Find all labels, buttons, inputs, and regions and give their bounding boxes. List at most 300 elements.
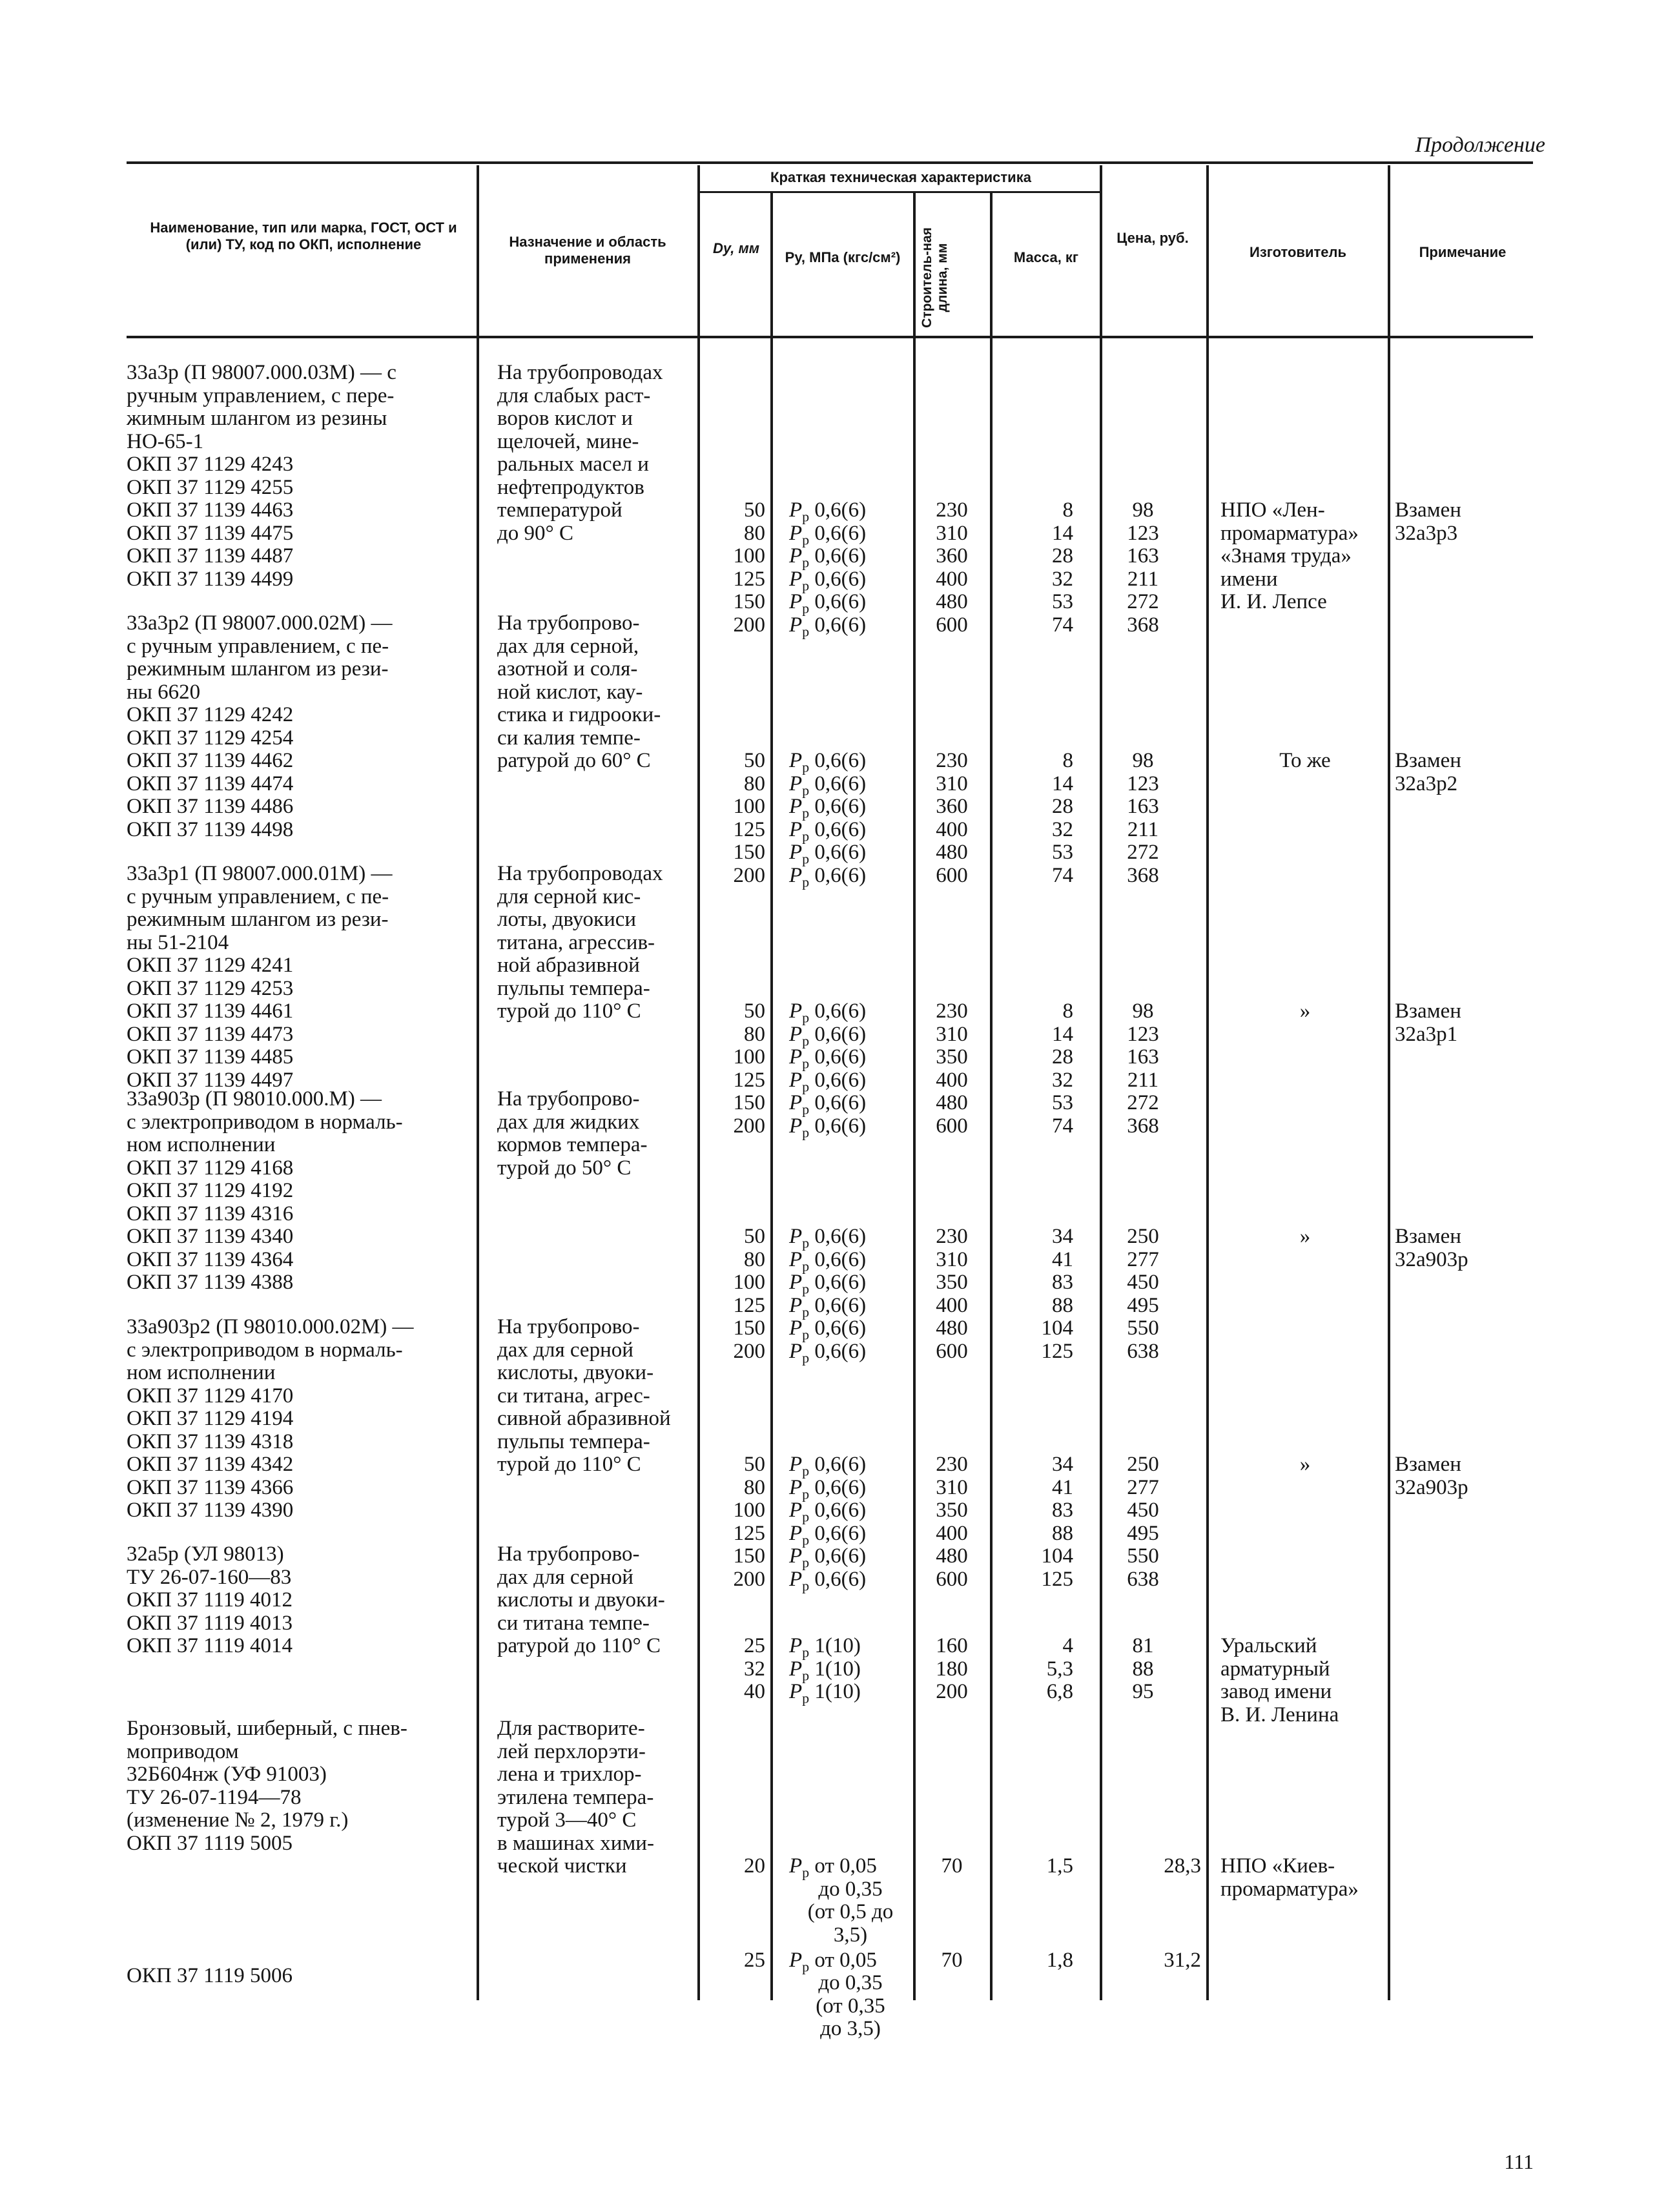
header-py: Pу, МПа (кгс/см²) [785, 249, 901, 265]
length-value: 400 [936, 1293, 968, 1317]
py-value: $P_р$ 0,6(6) [789, 863, 867, 890]
purpose-line: сивной абразивной [497, 1407, 671, 1430]
name-line: ОКП 37 1139 4461 [127, 999, 294, 1023]
length-value: 350 [936, 1045, 968, 1069]
purpose-line: до 90° С [497, 521, 573, 545]
dy-value: 200 [733, 1339, 765, 1363]
py-value: 3,5) [833, 1923, 868, 1947]
py-value: $P_р$ 0,6(6) [789, 521, 867, 548]
price-value: 163 [1127, 795, 1159, 818]
mass-value: 88 [1052, 1293, 1073, 1317]
maker-line: Уральский [1220, 1634, 1317, 1657]
purpose-line: в машинах хими- [497, 1831, 654, 1855]
dy-value: 100 [733, 1271, 765, 1294]
price-value: 250 [1127, 1225, 1159, 1248]
purpose-line: нефтепродуктов [497, 475, 644, 499]
dy-value: 125 [733, 1521, 765, 1545]
purpose-line: азотной и соля- [497, 657, 638, 681]
name-line: ОКП 37 1139 4366 [127, 1475, 294, 1499]
col-divider-5 [990, 191, 993, 2000]
length-value: 310 [936, 1475, 968, 1499]
purpose-line: ральных масел и [497, 453, 649, 476]
mass-value: 14 [1052, 521, 1073, 545]
purpose-line: турой до 110° С [497, 999, 641, 1023]
py-value: $P_р$ 0,6(6) [789, 1045, 867, 1072]
purpose-line: кислоты, двуоки- [497, 1361, 654, 1384]
maker-line: И. И. Лепсе [1220, 590, 1327, 613]
mass-value: 74 [1052, 863, 1073, 887]
name-line: режимным шлангом из рези- [127, 657, 389, 681]
price-value: 450 [1127, 1499, 1159, 1522]
price-value: 450 [1127, 1271, 1159, 1294]
py-value: $P_р$ от 0,05 [789, 1948, 877, 1975]
py-value: $P_р$ 0,6(6) [789, 795, 867, 821]
length-value: 180 [936, 1657, 968, 1681]
length-value: 480 [936, 841, 968, 864]
name-line: с ручным управлением, с пе- [127, 634, 389, 658]
maker-line: арматурный [1220, 1657, 1330, 1681]
py-value: $P_р$ 1(10) [789, 1634, 861, 1661]
py-value: $P_р$ 0,6(6) [789, 999, 867, 1026]
dy-value: 200 [733, 863, 765, 887]
py-value: $P_р$ 0,6(6) [789, 613, 867, 640]
col-divider-4 [913, 191, 916, 2000]
note-line: Взамен [1395, 498, 1461, 522]
price-value: 368 [1127, 863, 1159, 887]
py-value: $P_р$ 0,6(6) [789, 772, 867, 799]
name-line: ОКП 37 1129 4254 [127, 726, 294, 750]
length-value: 600 [936, 1339, 968, 1363]
name-line: ОКП 37 1139 4473 [127, 1022, 294, 1046]
length-value: 480 [936, 1091, 968, 1114]
name-line: ОКП 37 1129 4170 [127, 1384, 294, 1408]
price-value: 98 [1132, 749, 1154, 772]
length-value: 480 [936, 1316, 968, 1340]
dy-value: 200 [733, 1567, 765, 1591]
col-divider-7 [1206, 165, 1209, 2000]
mass-value: 74 [1052, 613, 1073, 637]
maker-line: » [1299, 999, 1311, 1023]
purpose-line: дах для серной [497, 1565, 633, 1589]
dy-value: 200 [733, 1114, 765, 1138]
note-line: Взамен [1395, 749, 1461, 772]
purpose-line: температурой [497, 498, 622, 522]
col-divider-1 [477, 165, 479, 2000]
mass-value: 88 [1052, 1521, 1073, 1545]
price-value: 123 [1127, 772, 1159, 795]
purpose-line: дах для серной, [497, 634, 639, 658]
py-value: $P_р$ 0,6(6) [789, 1521, 867, 1548]
mass-value: 53 [1052, 1091, 1073, 1114]
price-value: 123 [1127, 521, 1159, 545]
purpose-line: для слабых раст- [497, 384, 651, 407]
py-value: $P_р$ 0,6(6) [789, 1068, 867, 1095]
purpose-line: си титана, агрес- [497, 1384, 650, 1408]
name-line: ОКП 37 1119 5005 [127, 1831, 293, 1855]
py-value: $P_р$ 0,6(6) [789, 1225, 867, 1251]
price-value: 277 [1127, 1247, 1159, 1271]
purpose-line: для серной кис- [497, 885, 641, 908]
mass-value: 74 [1052, 1114, 1073, 1138]
dy-value: 80 [744, 1022, 765, 1046]
dy-value: 25 [744, 1948, 765, 1972]
maker-line: «Знамя труда» [1220, 544, 1352, 568]
name-line: ОКП 37 1119 4014 [127, 1634, 293, 1657]
dy-value: 80 [744, 521, 765, 545]
py-value: $P_р$ 0,6(6) [789, 749, 867, 775]
purpose-line: стика и гидрооки- [497, 703, 661, 726]
price-value: 211 [1127, 817, 1159, 841]
mass-value: 28 [1052, 1045, 1073, 1069]
py-value: до 0,35 [818, 1971, 883, 1995]
purpose-line: дах для серной [497, 1338, 633, 1362]
note-line: 32а3р3 [1395, 521, 1458, 545]
price-value: 88 [1132, 1657, 1154, 1681]
name-line: ном исполнении [127, 1361, 276, 1384]
note-line: 32а3р2 [1395, 772, 1458, 795]
length-value: 600 [936, 613, 968, 637]
name-line: ОКП 37 1139 4342 [127, 1453, 294, 1476]
name-line: режимным шлангом из рези- [127, 908, 389, 931]
length-value: 480 [936, 1544, 968, 1568]
name-line: ОКП 37 1129 4243 [127, 453, 294, 476]
note-line: 32а903р [1395, 1247, 1468, 1271]
py-value: $P_р$ 0,6(6) [789, 567, 867, 594]
purpose-line: лей перхлорэти- [497, 1739, 646, 1763]
name-line: 33а3р1 (П 98007.000.01М) — [127, 862, 393, 885]
py-value: (от 0,5 до [807, 1900, 894, 1923]
col-divider-6 [1100, 165, 1102, 2000]
name-line: с электроприводом в нормаль- [127, 1338, 403, 1362]
price-value: 495 [1127, 1521, 1159, 1545]
name-line: ОКП 37 1139 4316 [127, 1202, 294, 1225]
dy-value: 20 [744, 1854, 765, 1878]
mass-value: 6,8 [1046, 1680, 1073, 1703]
purpose-line: воров кислот и [497, 407, 633, 430]
brief-header-rule [699, 191, 1101, 193]
price-value: 250 [1127, 1453, 1159, 1476]
mass-value: 125 [1041, 1567, 1073, 1591]
purpose-line: турой до 50° С [497, 1156, 632, 1180]
name-line: с электроприводом в нормаль- [127, 1110, 403, 1134]
price-value: 98 [1132, 498, 1154, 522]
purpose-line: Для растворите- [497, 1717, 645, 1740]
mass-value: 104 [1041, 1316, 1073, 1340]
price-value: 81 [1132, 1634, 1154, 1657]
purpose-line: титана, агрессив- [497, 930, 655, 954]
length-value: 310 [936, 1247, 968, 1271]
mass-value: 53 [1052, 590, 1073, 613]
header-mass: Масса, кг [1013, 249, 1079, 265]
length-value: 400 [936, 1521, 968, 1545]
mass-value: 8 [1062, 498, 1073, 522]
name-line: ОКП 37 1139 4340 [127, 1225, 294, 1248]
name-line: ОКП 37 1119 4013 [127, 1611, 293, 1635]
mass-value: 53 [1052, 841, 1073, 864]
mass-value: 8 [1062, 999, 1073, 1023]
dy-value: 150 [733, 841, 765, 864]
py-value: $P_р$ 0,6(6) [789, 1271, 867, 1297]
length-value: 160 [936, 1634, 968, 1657]
price-value: 211 [1127, 1068, 1159, 1092]
mass-value: 5,3 [1046, 1657, 1073, 1681]
price-value: 123 [1127, 1022, 1159, 1046]
name-line: 33а3р2 (П 98007.000.02М) — [127, 611, 393, 635]
length-value: 310 [936, 772, 968, 795]
continuation-label: Продолжение [1415, 133, 1545, 157]
purpose-line: На трубопрово- [497, 611, 640, 635]
price-value: 368 [1127, 1114, 1159, 1138]
name-line: ОКП 37 1129 4241 [127, 954, 294, 977]
price-value: 211 [1127, 567, 1159, 591]
dy-value: 50 [744, 498, 765, 522]
mass-value: 1,8 [1046, 1948, 1073, 1972]
maker-line: НПО «Лен- [1220, 498, 1325, 522]
note-line: Взамен [1395, 1453, 1461, 1476]
name-line: ОКП 37 1119 4012 [127, 1588, 293, 1612]
mass-value: 125 [1041, 1339, 1073, 1363]
purpose-line: ческой чистки [497, 1854, 627, 1878]
name-line: ОКП 37 1139 4463 [127, 498, 294, 522]
dy-value: 125 [733, 1068, 765, 1092]
price-value: 638 [1127, 1567, 1159, 1591]
dy-value: 25 [744, 1634, 765, 1657]
name-line: ОКП 37 1129 4253 [127, 976, 294, 1000]
purpose-line: турой 3—40° С [497, 1808, 637, 1832]
page-number: 111 [1504, 2150, 1534, 2173]
length-value: 400 [936, 1068, 968, 1092]
name-line: 32Б604нж (УФ 91003) [127, 1763, 327, 1786]
py-value: до 3,5) [820, 2017, 881, 2041]
purpose-line: лоты, двуокиси [497, 908, 637, 931]
dy-value: 80 [744, 1475, 765, 1499]
length-value: 310 [936, 521, 968, 545]
name-line: моприводом [127, 1739, 239, 1763]
maker-line: промарматура» [1220, 521, 1359, 545]
name-line: ручным управлением, с пере- [127, 384, 395, 407]
length-value: 310 [936, 1022, 968, 1046]
length-value: 360 [936, 544, 968, 568]
name-line: ОКП 37 1139 4390 [127, 1499, 294, 1522]
dy-value: 150 [733, 590, 765, 613]
name-line: ОКП 37 1139 4486 [127, 795, 294, 818]
name-line: ОКП 37 1139 4485 [127, 1045, 294, 1069]
purpose-line: ной абразивной [497, 954, 640, 977]
col-divider-3 [770, 191, 773, 2000]
py-value: $P_р$ 0,6(6) [789, 1316, 867, 1343]
name-line: ОКП 37 1139 4388 [127, 1271, 294, 1294]
header-dy: Dу, мм [712, 240, 760, 256]
length-value: 230 [936, 749, 968, 772]
py-value: $P_р$ 0,6(6) [789, 1091, 867, 1118]
maker-line: » [1299, 1453, 1311, 1476]
price-value: 272 [1127, 590, 1159, 613]
name-line: 32а5р (УЛ 98013) [127, 1542, 284, 1566]
length-value: 230 [936, 498, 968, 522]
col-divider-2 [697, 165, 700, 2000]
purpose-line: На трубопроводах [497, 361, 663, 384]
name-line: ОКП 37 1139 4487 [127, 544, 294, 568]
price-value: 277 [1127, 1475, 1159, 1499]
length-value: 600 [936, 1114, 968, 1138]
name-line: ОКП 37 1139 4364 [127, 1247, 294, 1271]
length-value: 70 [941, 1854, 963, 1878]
length-value: 230 [936, 1453, 968, 1476]
dy-value: 80 [744, 772, 765, 795]
mass-value: 34 [1052, 1453, 1073, 1476]
note-line: 32а903р [1395, 1475, 1468, 1499]
name-line: ОКП 37 1139 4475 [127, 521, 294, 545]
dy-value: 125 [733, 817, 765, 841]
price-value: 163 [1127, 544, 1159, 568]
purpose-line: пульпы темпера- [497, 976, 650, 1000]
mass-value: 8 [1062, 749, 1073, 772]
name-line: ОКП 37 1129 4168 [127, 1156, 294, 1180]
dy-value: 80 [744, 1247, 765, 1271]
py-value: $P_р$ 1(10) [789, 1680, 861, 1706]
py-value: $P_р$ 0,6(6) [789, 1114, 867, 1141]
dy-value: 150 [733, 1544, 765, 1568]
purpose-line: На трубопрово- [497, 1087, 640, 1111]
dy-value: 50 [744, 999, 765, 1023]
name-line: ОКП 37 1129 4192 [127, 1179, 294, 1202]
dy-value: 100 [733, 795, 765, 818]
name-line: (изменение № 2, 1979 г.) [127, 1808, 349, 1832]
name-line: ОКП 37 1129 4255 [127, 475, 294, 499]
mass-value: 32 [1052, 567, 1073, 591]
name-line: жимным шлангом из резины [127, 407, 387, 430]
py-value: до 0,35 [818, 1877, 883, 1901]
mass-value: 14 [1052, 1022, 1073, 1046]
name-line: ТУ 26-07-160—83 [127, 1565, 292, 1589]
name-line: ОКП 37 1139 4318 [127, 1429, 294, 1453]
length-value: 480 [936, 590, 968, 613]
maker-line: имени [1220, 567, 1278, 591]
maker-line: завод имени [1220, 1680, 1332, 1703]
length-value: 230 [936, 999, 968, 1023]
mass-value: 28 [1052, 544, 1073, 568]
py-value: $P_р$ 0,6(6) [789, 1247, 867, 1275]
purpose-line: кормов темпера- [497, 1133, 648, 1156]
length-value: 70 [941, 1948, 963, 1972]
purpose-line: си титана темпе- [497, 1611, 650, 1635]
py-value: $P_р$ 0,6(6) [789, 1022, 867, 1049]
mass-value: 32 [1052, 1068, 1073, 1092]
price-value: 550 [1127, 1544, 1159, 1568]
length-value: 230 [936, 1225, 968, 1248]
py-value: $P_р$ 0,6(6) [789, 1544, 867, 1571]
py-value: $P_р$ 0,6(6) [789, 1293, 867, 1320]
header-price: Цена, руб. [1116, 230, 1189, 246]
note-line: Взамен [1395, 1225, 1461, 1248]
length-value: 600 [936, 1567, 968, 1591]
dy-value: 50 [744, 1453, 765, 1476]
price-value: 28,3 [1164, 1854, 1201, 1878]
purpose-line: си калия темпе- [497, 726, 641, 750]
length-value: 360 [936, 795, 968, 818]
length-value: 400 [936, 567, 968, 591]
purpose-line: ной кислот, кау- [497, 680, 643, 704]
header-brief: Краткая техническая характеристика [770, 169, 1031, 185]
mass-value: 28 [1052, 795, 1073, 818]
purpose-line: лена и трихлор- [497, 1763, 642, 1786]
price-value: 550 [1127, 1316, 1159, 1340]
py-value: $P_р$ 0,6(6) [789, 1499, 867, 1525]
mass-value: 14 [1052, 772, 1073, 795]
purpose-line: ратурой до 60° С [497, 749, 651, 772]
name-line: ОКП 37 1139 4499 [127, 567, 294, 591]
py-value: $P_р$ 0,6(6) [789, 498, 867, 525]
table-top-rule [127, 161, 1533, 164]
purpose-line: На трубопрово- [497, 1315, 640, 1338]
mass-value: 83 [1052, 1271, 1073, 1294]
header-length: Строитель-ная длина, мм [920, 227, 950, 328]
mass-value: 41 [1052, 1247, 1073, 1271]
header-purpose: Назначение и область применения [509, 234, 666, 267]
purpose-line: На трубопрово- [497, 1542, 640, 1566]
py-value: $P_р$ от 0,05 [789, 1854, 877, 1881]
price-value: 98 [1132, 999, 1154, 1023]
mass-value: 83 [1052, 1499, 1073, 1522]
price-value: 272 [1127, 841, 1159, 864]
name-line: ОКП 37 1139 4474 [127, 772, 294, 795]
name-line: ОКП 37 1119 5006 [127, 1964, 293, 1988]
name-line: ны 6620 [127, 680, 201, 704]
dy-value: 150 [733, 1316, 765, 1340]
purpose-line: На трубопроводах [497, 862, 663, 885]
name-line: 33а903р (П 98010.000.М) — [127, 1087, 382, 1111]
price-value: 638 [1127, 1339, 1159, 1363]
header-name: Наименование, тип или марка, ГОСТ, ОСТ и (или) ТУ, код по ОКП, исполнение [150, 220, 457, 252]
mass-value: 4 [1062, 1634, 1073, 1657]
dy-value: 50 [744, 1225, 765, 1248]
purpose-line: кислоты и двуоки- [497, 1588, 665, 1612]
py-value: $P_р$ 0,6(6) [789, 841, 867, 867]
header-maker: Изготовитель [1250, 244, 1346, 260]
name-line: 33а3р (П 98007.000.03М) — с [127, 361, 396, 384]
price-value: 272 [1127, 1091, 1159, 1114]
name-line: ОКП 37 1139 4498 [127, 817, 294, 841]
maker-line: НПО «Киев- [1220, 1854, 1335, 1878]
dy-value: 50 [744, 749, 765, 772]
price-value: 495 [1127, 1293, 1159, 1317]
price-value: 163 [1127, 1045, 1159, 1069]
purpose-line: этилена темпера- [497, 1785, 654, 1809]
header-note: Примечание [1419, 244, 1507, 260]
py-value: (от 0,35 [816, 1994, 885, 2018]
purpose-line: щелочей, мине- [497, 429, 639, 453]
note-line: Взамен [1395, 999, 1461, 1023]
name-line: ОКП 37 1139 4462 [127, 749, 294, 772]
py-value: $P_р$ 0,6(6) [789, 544, 867, 571]
purpose-line: пульпы темпера- [497, 1429, 650, 1453]
maker-line: То же [1279, 749, 1331, 772]
name-line: ОКП 37 1129 4242 [127, 703, 294, 726]
py-value: $P_р$ 1(10) [789, 1657, 861, 1684]
length-value: 600 [936, 863, 968, 887]
maker-line: » [1299, 1225, 1311, 1248]
name-line: ном исполнении [127, 1133, 276, 1156]
length-value: 350 [936, 1271, 968, 1294]
price-value: 95 [1132, 1680, 1154, 1703]
length-value: 200 [936, 1680, 968, 1703]
dy-value: 40 [744, 1680, 765, 1703]
dy-value: 32 [744, 1657, 765, 1681]
py-value: $P_р$ 0,6(6) [789, 1567, 867, 1594]
dy-value: 125 [733, 567, 765, 591]
name-line: ТУ 26-07-1194—78 [127, 1785, 302, 1809]
py-value: $P_р$ 0,6(6) [789, 817, 867, 845]
